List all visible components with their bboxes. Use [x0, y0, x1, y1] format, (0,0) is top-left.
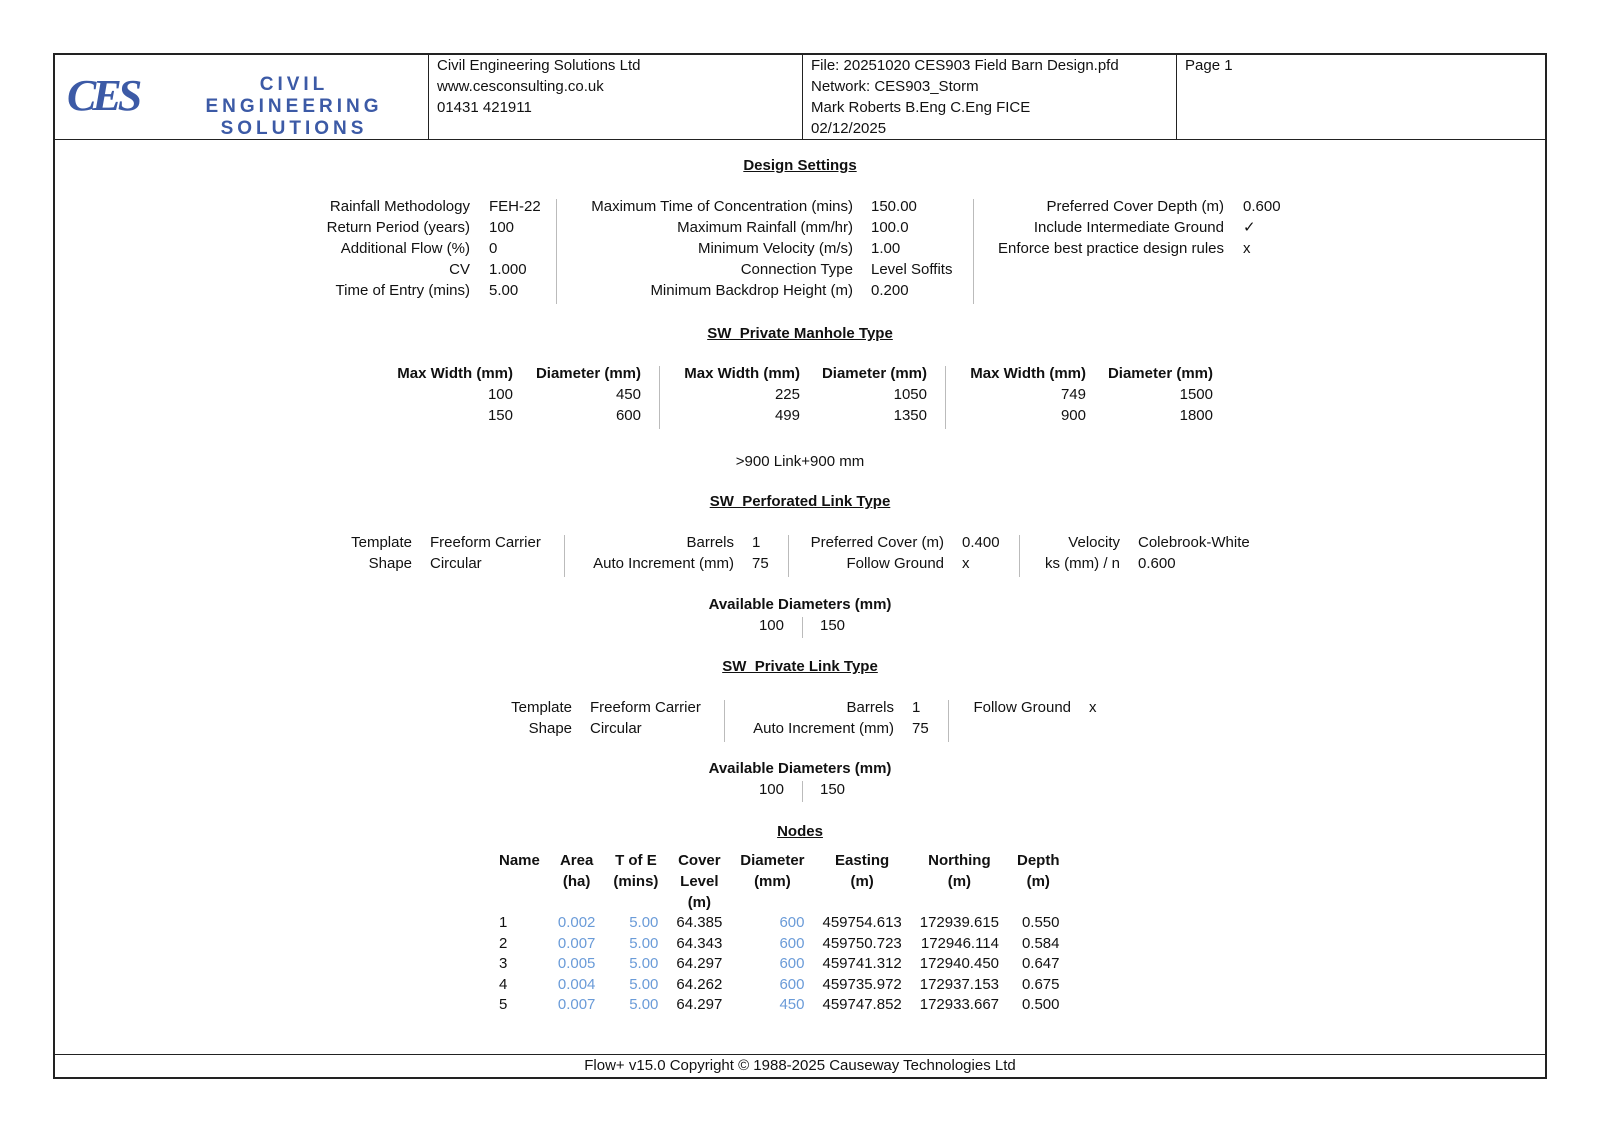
ds-value: 1.00: [871, 240, 901, 257]
ds-label: Minimum Velocity (m/s): [697, 240, 853, 257]
ds-value: FEH-22: [489, 198, 541, 215]
table-cell: 0.584: [1021, 934, 1060, 952]
report-date: 02/12/2025: [811, 120, 887, 137]
priv-label: Auto Increment (mm): [753, 720, 894, 737]
nodes-header: [604, 850, 667, 913]
table-cell: 172946.114: [920, 934, 999, 952]
priv-label: Follow Ground: [973, 699, 1071, 716]
ds-label: Maximum Rainfall (mm/hr): [677, 219, 853, 236]
manhole-diameter: 600: [615, 407, 641, 424]
perf-diameters-title: Available Diameters (mm): [708, 596, 892, 613]
table-cell: 459754.613: [822, 914, 902, 931]
file-info: [802, 55, 1176, 139]
ds-value: 1.000: [489, 261, 527, 278]
ds-label: Enforce best practice design rules: [998, 240, 1224, 257]
col-header-diameter: Diameter (mm): [1107, 365, 1213, 382]
nodes-header-line: Area: [559, 852, 594, 869]
priv-diameters-title: Available Diameters (mm): [708, 760, 892, 777]
column-divider: [973, 199, 974, 304]
page-number: Page 1: [1185, 57, 1233, 74]
manhole-diameter: 450: [615, 386, 641, 403]
table-cell: 64.262: [676, 975, 723, 993]
manhole-type-title: SW_Private Manhole Type: [707, 325, 893, 342]
design-settings-title: Design Settings: [743, 157, 857, 174]
perf-value: 0.600: [1138, 555, 1176, 572]
table-cell: 0.004: [557, 975, 596, 993]
perf-diameter: 100: [758, 617, 784, 634]
table-cell: 5.00: [629, 996, 659, 1013]
table-row: [490, 934, 1069, 955]
manhole-note: >900 Link+900 mm: [735, 453, 865, 470]
table-cell: 64.343: [676, 934, 723, 952]
ds-label: CV: [449, 261, 470, 278]
cross-icon: x: [962, 555, 970, 572]
priv-value: Circular: [590, 720, 642, 737]
priv-label: Template: [511, 699, 572, 716]
nodes-header-line: Diameter: [740, 852, 805, 869]
table-cell: 64.297: [676, 996, 723, 1013]
company-info: [428, 55, 802, 139]
nodes-header-line: Northing: [928, 852, 991, 869]
column-divider: [948, 700, 949, 742]
manhole-max-width: 900: [1060, 407, 1086, 424]
perf-value: Colebrook-White: [1138, 534, 1250, 551]
logo-cell: [55, 55, 428, 139]
table-row: [490, 995, 1069, 1016]
nodes-header-line: (m): [687, 894, 712, 911]
table-cell: 0.007: [557, 934, 596, 952]
company-phone: 01431 421911: [437, 99, 532, 116]
ds-col2-values: [871, 196, 971, 301]
priv-value: 75: [912, 720, 929, 737]
table-cell: 172937.153: [919, 975, 999, 993]
perf-label: Template: [351, 534, 412, 551]
table-cell: 0.500: [1021, 996, 1060, 1013]
manhole-max-width: 225: [774, 386, 800, 403]
ds-label: Maximum Time of Concentration (mins): [591, 198, 853, 215]
manhole-max-width: 499: [774, 407, 800, 424]
company-website: www.cesconsulting.co.uk: [437, 78, 604, 95]
nodes-header-line: Cover: [678, 852, 721, 869]
priv-value: 1: [912, 699, 921, 716]
table-cell: 4: [499, 975, 508, 993]
network-name: Network: CES903_Storm: [811, 78, 979, 95]
table-cell: 172939.615: [919, 914, 999, 931]
table-row: [490, 913, 1069, 934]
ds-value: 100.0: [871, 219, 909, 236]
nodes-body: [490, 913, 1069, 1016]
perforated-link-title: SW_Perforated Link Type: [709, 493, 891, 510]
nodes-header-line: (ha): [562, 873, 591, 890]
manhole-diameter: 1500: [1179, 386, 1213, 403]
ds-label: Rainfall Methodology: [329, 198, 470, 215]
table-cell: 450: [779, 996, 805, 1013]
ds-value: 0: [489, 240, 498, 257]
page-cell: [1176, 55, 1545, 139]
table-cell: 5.00: [629, 934, 659, 952]
table-cell: 64.297: [676, 955, 723, 972]
copyright-footer: Flow+ v15.0 Copyright © 1988-2025 Causeway Technologies Ltd: [55, 1054, 1545, 1077]
file-name: File: 20251020 CES903 Field Barn Design.pfd: [811, 57, 1119, 74]
nodes-header-row: [490, 850, 1069, 913]
nodes-header-line: (m): [1026, 873, 1050, 890]
ds-label: Return Period (years): [326, 219, 470, 236]
manhole-max-width: 150: [487, 407, 513, 424]
ds-label: Time of Entry (mins): [335, 282, 470, 299]
nodes-header-line: T of E: [615, 852, 657, 869]
perf-label: Velocity: [1068, 534, 1120, 551]
ds-value: 150.00: [871, 198, 917, 215]
ds-label: Additional Flow (%): [340, 240, 470, 257]
nodes-header-line: (m): [947, 873, 972, 890]
ds-label: Include Intermediate Ground: [1033, 219, 1224, 236]
perf-value: 75: [752, 555, 769, 572]
nodes-header: [667, 850, 731, 913]
ds-value: 5.00: [489, 282, 519, 299]
perf-label: Barrels: [686, 534, 734, 551]
perf-label: Preferred Cover (m): [810, 534, 944, 551]
table-row: [490, 975, 1069, 996]
table-cell: 64.385: [676, 914, 723, 931]
table-cell: 459747.852: [822, 996, 902, 1013]
table-cell: 0.647: [1021, 955, 1060, 972]
manhole-diameter: 1050: [893, 386, 927, 403]
cross-icon: x: [1089, 699, 1097, 716]
perf-label: Follow Ground: [846, 555, 944, 572]
table-cell: 0.675: [1021, 975, 1060, 993]
checkmark-icon: ✓: [1243, 219, 1256, 236]
nodes-header-line: (mm): [754, 873, 791, 890]
manhole-diameter: 1800: [1179, 407, 1213, 424]
table-cell: 172940.450: [919, 955, 999, 972]
col-header-diameter: Diameter (mm): [821, 365, 927, 382]
perf-value: Freeform Carrier: [430, 534, 541, 551]
report-header: [55, 55, 1545, 140]
table-cell: 0.005: [557, 955, 596, 972]
nodes-header: [911, 850, 1008, 913]
nodes-header: [731, 850, 813, 913]
company-name: Civil Engineering Solutions Ltd: [437, 57, 641, 74]
ds-col2-labels: [560, 196, 853, 301]
private-link-title: SW_Private Link Type: [722, 658, 878, 675]
col-header-max-width: Max Width (mm): [397, 365, 513, 382]
perf-label: Shape: [368, 555, 412, 572]
table-cell: 459741.312: [822, 955, 902, 972]
nodes-header: [1008, 850, 1069, 913]
table-cell: 5.00: [629, 955, 659, 972]
priv-label: Barrels: [846, 699, 894, 716]
table-cell: 0.007: [557, 996, 596, 1013]
nodes-header-line: (mins): [613, 873, 659, 890]
ds-label: Connection Type: [740, 261, 853, 278]
logo-text-line2: SOLUTIONS: [220, 118, 368, 139]
nodes-header: Name: [499, 852, 540, 869]
table-cell: 5.00: [629, 914, 659, 931]
column-divider: [802, 781, 803, 802]
table-cell: 3: [499, 955, 508, 972]
table-cell: 600: [779, 955, 805, 972]
priv-diameter: 150: [820, 781, 846, 798]
table-cell: 5: [499, 996, 508, 1013]
table-cell: 600: [779, 914, 805, 931]
table-cell: 1: [499, 914, 508, 931]
table-cell: 2: [499, 934, 508, 952]
ds-col3-labels: [976, 196, 1224, 259]
ds-value: 0.200: [871, 282, 909, 299]
nodes-header-line: Depth: [1017, 852, 1060, 869]
column-divider: [802, 617, 803, 638]
cross-icon: x: [1243, 240, 1251, 257]
col-header-max-width: Max Width (mm): [684, 365, 800, 382]
ds-col3-values: [1243, 196, 1303, 259]
table-cell: 459750.723: [822, 934, 902, 952]
perf-diameter: 150: [820, 617, 846, 634]
ds-col1-labels: [240, 196, 470, 301]
nodes-title: Nodes: [777, 823, 823, 840]
table-cell: 600: [779, 934, 805, 952]
author: Mark Roberts B.Eng C.Eng FICE: [811, 99, 1031, 116]
nodes-header-line: (m): [850, 873, 874, 890]
ds-value: 0.600: [1243, 198, 1281, 215]
logo-mark: CES: [67, 71, 139, 120]
col-header-diameter: Diameter (mm): [535, 365, 641, 382]
nodes-header-line: Level: [680, 873, 719, 890]
table-row: [490, 954, 1069, 975]
priv-label: Shape: [528, 720, 572, 737]
column-divider: [788, 535, 789, 577]
priv-value: Freeform Carrier: [590, 699, 701, 716]
column-divider: [724, 700, 725, 742]
nodes-header-line: Easting: [835, 852, 890, 869]
perf-value: Circular: [430, 555, 482, 572]
manhole-max-width: 100: [487, 386, 513, 403]
priv-diameter: 100: [758, 781, 784, 798]
ds-value: Level Soffits: [871, 261, 953, 278]
perf-value: 1: [752, 534, 761, 551]
manhole-max-width: 749: [1060, 386, 1086, 403]
table-cell: 0.550: [1021, 914, 1060, 931]
perf-label: ks (mm) / n: [1045, 555, 1120, 572]
ds-value: 100: [489, 219, 515, 236]
perf-value: 0.400: [962, 534, 1000, 551]
table-cell: 5.00: [629, 975, 659, 993]
column-divider: [556, 199, 557, 304]
nodes-header: [814, 850, 911, 913]
table-cell: 172933.667: [919, 996, 999, 1013]
column-divider: [564, 535, 565, 577]
ds-label: Preferred Cover Depth (m): [1046, 198, 1224, 215]
perf-label: Auto Increment (mm): [593, 555, 734, 572]
manhole-diameter: 1350: [893, 407, 927, 424]
nodes-table: [490, 850, 1069, 1016]
table-cell: 0.002: [557, 914, 596, 931]
table-cell: 600: [779, 975, 805, 993]
logo-text-line1: CIVIL ENGINEERING: [205, 74, 383, 117]
ds-col1-values: [489, 196, 549, 301]
ds-label: Minimum Backdrop Height (m): [650, 282, 853, 299]
nodes-header: [549, 850, 605, 913]
table-cell: 459735.972: [822, 975, 902, 993]
company-logo: [67, 71, 417, 139]
col-header-max-width: Max Width (mm): [970, 365, 1086, 382]
